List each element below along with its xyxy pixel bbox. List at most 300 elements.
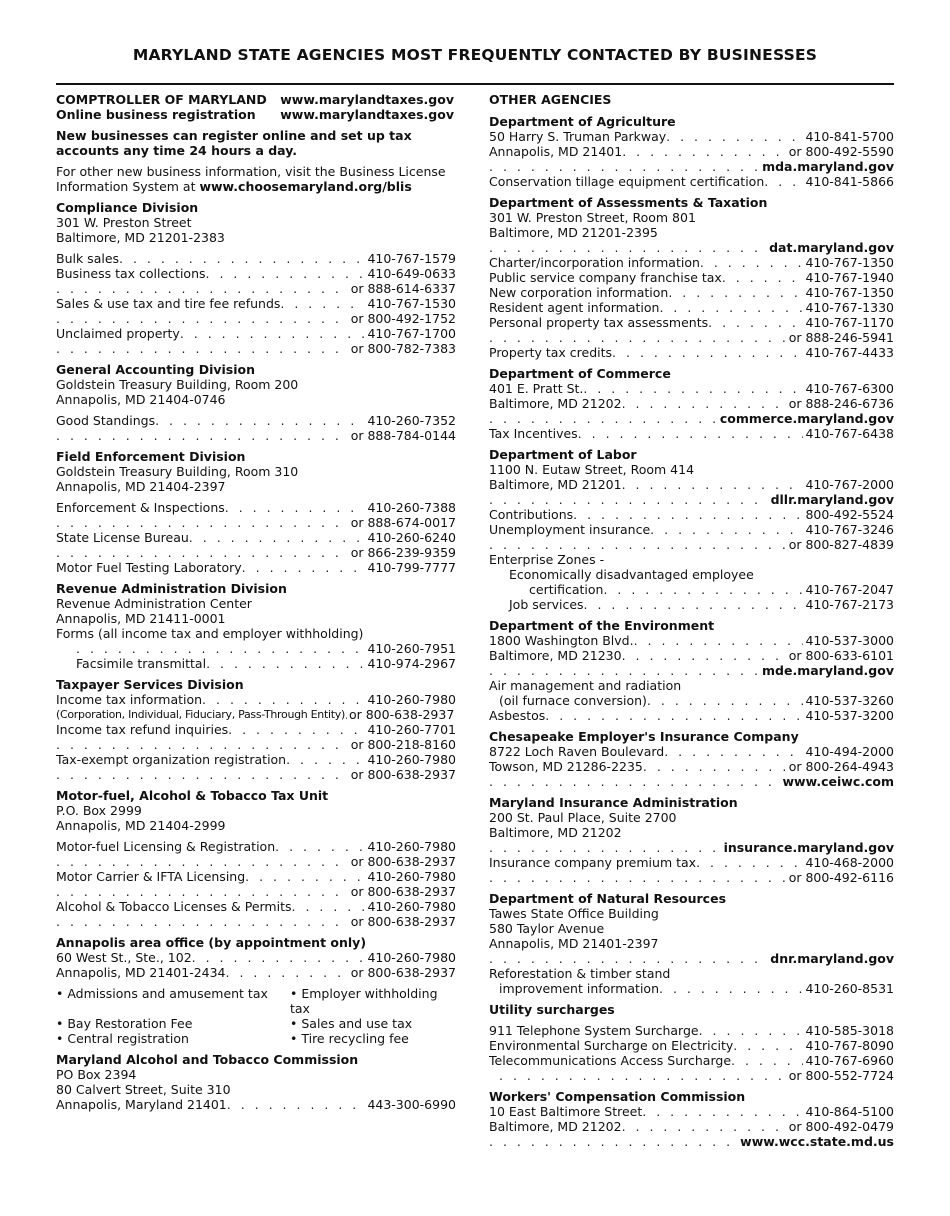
contact-list (489, 129, 894, 159)
dot-leader (489, 537, 787, 552)
contact-row (489, 537, 894, 552)
phone-number: or 800-492-5590 (788, 144, 894, 159)
dot-leader (56, 767, 349, 782)
contact-row (489, 381, 894, 396)
contact-row (489, 345, 894, 360)
dot-leader (612, 345, 803, 360)
section-title: Department of Agriculture (489, 114, 676, 129)
contact-label: Baltimore, MD 21202 (489, 1119, 622, 1134)
contact-label: 8722 Loch Raven Boulevard (489, 744, 665, 759)
phone-number: 410-767-1350 (805, 255, 894, 270)
contact-row (56, 428, 456, 443)
contact-row (56, 296, 456, 311)
contact-label: Unclaimed property (56, 326, 180, 341)
contact-list (489, 507, 894, 552)
online-registration-label: Online business registration (56, 107, 256, 122)
contact-label: Good Standings (56, 413, 156, 428)
general-accounting-division (56, 362, 456, 443)
dot-leader (206, 266, 366, 281)
address-line: PO Box 2394 (56, 1067, 137, 1082)
contact-label: Motor Carrier & IFTA Licensing (56, 869, 246, 884)
contact-row: (oil furnace conversion) . . . 410-537-3260 (489, 693, 894, 708)
phone-number: or 800-638-2937 (350, 854, 456, 869)
section-title: Utility surcharges (489, 1002, 615, 1017)
website-row[interactable]: . . . dat.maryland.gov (489, 240, 894, 255)
dot-leader (192, 950, 366, 965)
dot-leader (228, 722, 365, 737)
contact-row (56, 266, 456, 281)
contact-row (56, 950, 456, 965)
phone-number: or 800-492-1752 (350, 311, 456, 326)
phone-number: 410-260-7352 (367, 413, 456, 428)
contact-row (56, 854, 456, 869)
workers-compensation-commission (489, 1089, 894, 1149)
bullet-item: • Bay Restoration Fee (56, 1016, 193, 1031)
contact-label: Alcohol & Tobacco Licenses & Permits (56, 899, 292, 914)
contact-row: Asbestos . . . 410-537-3200 (489, 708, 894, 723)
contact-row (56, 899, 456, 914)
dot-leader (76, 641, 365, 656)
address-line: Forms (all income tax and employer withholding) (56, 626, 364, 641)
dot-leader (56, 737, 349, 752)
alcohol-tobacco-commission (56, 1052, 456, 1112)
contact-label: Towson, MD 21286-2235 (489, 759, 643, 774)
dot-leader (56, 515, 349, 530)
contact-row (56, 515, 456, 530)
comptroller-web[interactable]: www.marylandtaxes.gov (280, 92, 454, 107)
dot-leader (696, 855, 803, 870)
utility-surcharges (489, 1002, 894, 1083)
comptroller-section (56, 92, 456, 194)
contact-list (56, 950, 456, 980)
contact-label: Annapolis, MD 21401-2434 (56, 965, 226, 980)
contact-row (489, 744, 894, 759)
contact-row (56, 530, 456, 545)
contact-row: certification . . . 410-767-2047 (489, 582, 894, 597)
phone-number: 410-260-7980 (367, 899, 456, 914)
phone-number: or 800-638-2937 (350, 767, 456, 782)
address-line: Annapolis, MD 21404-2397 (56, 479, 226, 494)
contact-label: 60 West St., Ste., 102 (56, 950, 192, 965)
contact-row (56, 839, 456, 854)
annapolis-area-office (56, 935, 456, 1046)
phone-number: 410-767-1530 (367, 296, 456, 311)
phone-number: 410-585-3018 (805, 1023, 894, 1038)
section-title: Annapolis area office (by appointment only) (56, 935, 367, 950)
dot-leader (666, 129, 803, 144)
contact-list (489, 174, 894, 189)
contact-label: Sales & use tax and tire fee refunds (56, 296, 281, 311)
phone-number: or 888-784-0144 (350, 428, 456, 443)
contact-row (489, 396, 894, 411)
dept-labor (489, 447, 894, 612)
intro-text: For other new business information, visit the Business License Information System at www.choosemaryland.org/blis (56, 164, 446, 194)
contact-row (489, 633, 894, 648)
dot-leader (56, 545, 349, 560)
dot-leader (225, 500, 366, 515)
phone-number: 410-841-5700 (805, 129, 894, 144)
dot-leader (226, 965, 349, 980)
dot-leader (155, 413, 365, 428)
page-title: MARYLAND STATE AGENCIES MOST FREQUENTLY CONTACTED BY BUSINESSES (132, 46, 818, 64)
contact-row (56, 500, 456, 515)
contact-list (489, 855, 894, 885)
phone-number: or 800-492-0479 (788, 1119, 894, 1134)
contact-label: Enforcement & Inspections (56, 500, 225, 515)
bullet-item: • Sales and use tax (290, 1016, 413, 1031)
contact-label: Charter/incorporation information (489, 255, 700, 270)
contact-row (56, 251, 456, 266)
dot-leader (286, 752, 365, 767)
contact-label: Tax Incentives (489, 426, 578, 441)
contact-label: Public service company franchise tax (489, 270, 722, 285)
contact-label: 50 Harry S. Truman Parkway (489, 129, 667, 144)
dot-leader (622, 1119, 787, 1134)
contact-label: Annapolis, MD 21401 (489, 144, 623, 159)
section-title: Chesapeake Employer's Insurance Company (489, 729, 799, 744)
phone-number: or 888-614-6337 (350, 281, 456, 296)
contact-row (489, 870, 894, 885)
phone-number: or 800-827-4839 (788, 537, 894, 552)
contact-row (76, 641, 456, 656)
contact-row (489, 477, 894, 492)
phone-number: 410-767-6300 (805, 381, 894, 396)
dot-leader (583, 381, 803, 396)
section-title: Department of Labor (489, 447, 637, 462)
contact-label: New corporation information (489, 285, 669, 300)
contact-label: Environmental Surcharge on Electricity (489, 1038, 734, 1053)
contact-row (489, 522, 894, 537)
contact-row (489, 855, 894, 870)
section-title: Maryland Alcohol and Tobacco Commission (56, 1052, 359, 1067)
contact-row (489, 285, 894, 300)
phone-number: or 800-264-4943 (788, 759, 894, 774)
contact-row (489, 174, 894, 189)
phone-number: or 800-638-2937 (350, 884, 456, 899)
contact-list (489, 1023, 894, 1068)
address-line: Baltimore, MD 21202 (489, 825, 622, 840)
contact-row: . . . or 800-552-7724 (489, 1068, 894, 1083)
dot-leader (699, 1023, 804, 1038)
dot-leader (489, 330, 787, 345)
contact-label: Property tax credits (489, 345, 613, 360)
address-line: 200 St. Paul Place, Suite 2700 (489, 810, 677, 825)
phone-number: 410-767-1330 (805, 300, 894, 315)
phone-number: or 800-638-2937 (350, 914, 456, 929)
address-line: Tawes State Office Building (489, 906, 659, 921)
left-column (56, 92, 456, 1118)
section-title: Department of the Environment (489, 618, 715, 633)
contact-row (56, 737, 456, 752)
contact-label: Unemployment insurance (489, 522, 651, 537)
section-title: Department of Assessments & Taxation (489, 195, 768, 210)
contact-row (489, 270, 894, 285)
contact-list (56, 641, 456, 671)
dot-leader (56, 311, 349, 326)
contact-label: 401 E. Pratt St. (489, 381, 584, 396)
section-title: Field Enforcement Division (56, 449, 246, 464)
contact-list (56, 251, 456, 356)
phone-number: or 800-633-6101 (788, 648, 894, 663)
contact-label: Bulk sales (56, 251, 120, 266)
comptroller-name: COMPTROLLER OF MARYLAND (56, 92, 267, 107)
contact-row (489, 300, 894, 315)
contact-label: Business tax collections (56, 266, 206, 281)
phone-number: or 888-246-5941 (788, 330, 894, 345)
address-line: Goldstein Treasury Building, Room 310 (56, 464, 299, 479)
section-title: Compliance Division (56, 200, 199, 215)
contact-label: Insurance company premium tax (489, 855, 697, 870)
website-row[interactable]: . . . commerce.maryland.gov (489, 411, 894, 426)
phone-number: or 800-218-8160 (350, 737, 456, 752)
dot-leader (634, 633, 804, 648)
dot-leader (700, 255, 804, 270)
phone-number: 410-260-7951 (367, 641, 456, 656)
dot-leader (668, 285, 803, 300)
contact-row: Income tax information . . . 410-260-7980 (56, 692, 456, 707)
phone-number: 410-841-5866 (805, 174, 894, 189)
contact-row (76, 656, 456, 671)
dot-leader (664, 744, 803, 759)
contact-list (489, 477, 894, 492)
online-registration-web[interactable]: www.marylandtaxes.gov (280, 107, 454, 122)
contact-row (56, 560, 456, 575)
contact-row (56, 914, 456, 929)
address-line: Revenue Administration Center (56, 596, 252, 611)
contact-label: Motor Fuel Testing Laboratory (56, 560, 242, 575)
section-title: Workers' Compensation Commission (489, 1089, 746, 1104)
website-row[interactable]: . . . dllr.maryland.gov (489, 492, 894, 507)
phone-number: 410-649-0633 (367, 266, 456, 281)
website-row[interactable]: . . . dnr.maryland.gov (489, 951, 894, 966)
dot-leader (180, 326, 366, 341)
contact-row (489, 1038, 894, 1053)
dot-leader (280, 296, 365, 311)
dot-leader (56, 884, 349, 899)
contact-row (489, 1053, 894, 1068)
dot-leader (642, 1104, 803, 1119)
right-column (489, 92, 894, 1155)
other-agencies-heading: OTHER AGENCIES (489, 92, 612, 107)
dot-leader (622, 396, 787, 411)
blis-link[interactable]: www.choosemaryland.org/blis (199, 179, 412, 194)
dot-leader (622, 648, 787, 663)
title-divider (56, 83, 894, 85)
phone-number: 410-260-6240 (367, 530, 456, 545)
phone-number: or 800-492-6116 (788, 870, 894, 885)
contact-row (56, 281, 456, 296)
contact-row (489, 144, 894, 159)
dot-leader (733, 1038, 803, 1053)
dept-agriculture (489, 114, 894, 189)
contact-row (489, 507, 894, 522)
motor-fuel-unit (56, 788, 456, 929)
website-row[interactable]: . . . insurance.maryland.gov (489, 840, 894, 855)
phone-number: 410-799-7777 (367, 560, 456, 575)
dot-leader (659, 300, 803, 315)
contact-row (489, 1023, 894, 1038)
dept-natural-resources (489, 891, 894, 996)
enterprise-zones-label: Enterprise Zones - (489, 552, 605, 567)
contact-label: 911 Telephone System Surcharge (489, 1023, 699, 1038)
contact-row (489, 330, 894, 345)
phone-number: 410-260-7980 (367, 950, 456, 965)
phone-number: 410-767-3246 (805, 522, 894, 537)
phone-number: 410-767-2000 (805, 477, 894, 492)
dot-leader (764, 174, 803, 189)
contact-label: Baltimore, MD 21202 (489, 396, 622, 411)
chesapeake-insurance (489, 729, 894, 789)
contact-row (56, 965, 456, 980)
address-line: P.O. Box 2999 (56, 803, 142, 818)
contact-row (56, 413, 456, 428)
section-title: Department of Commerce (489, 366, 671, 381)
compliance-division (56, 200, 456, 356)
contact-row: Annapolis, Maryland 21401 . . . 443-300-6990 (56, 1097, 456, 1112)
phone-number: or 866-239-9359 (350, 545, 456, 560)
website-row[interactable]: . . . mda.maryland.gov (489, 159, 894, 174)
website-row[interactable]: . . . www.wcc.state.md.us (489, 1134, 894, 1149)
taxpayer-services-division (56, 677, 456, 782)
maryland-insurance-administration (489, 795, 894, 885)
contact-list (56, 413, 456, 443)
revenue-administration-division (56, 581, 456, 671)
contact-row: improvement information . . . 410-260-8531 (489, 981, 894, 996)
contact-row (489, 759, 894, 774)
contact-row: Job services . . . 410-767-2173 (489, 597, 894, 612)
contact-row: (Corporation, Individual, Fiduciary, Pass-Through Entity) . . . or 800-638-2937 (56, 707, 456, 722)
dept-assessments-taxation (489, 195, 894, 360)
contact-row (56, 545, 456, 560)
dot-leader (292, 899, 366, 914)
intro-bold: New businesses can register online and set up tax accounts any time 24 hours a day. (56, 128, 412, 158)
contact-row (56, 311, 456, 326)
address-line: Annapolis, MD 21411-0001 (56, 611, 226, 626)
contact-row (56, 884, 456, 899)
dot-leader (622, 477, 804, 492)
phone-number: or 888-246-6736 (788, 396, 894, 411)
section-title: Department of Natural Resources (489, 891, 727, 906)
phone-number: 410-974-2967 (367, 656, 456, 671)
contact-row (56, 341, 456, 356)
contact-label: Telecommunications Access Surcharge (489, 1053, 732, 1068)
enterprise-zones-sub: Economically disadvantaged employee (509, 567, 754, 582)
dept-environment (489, 618, 894, 723)
contact-list (489, 633, 894, 663)
section-title: Revenue Administration Division (56, 581, 287, 596)
dot-leader (573, 507, 803, 522)
reforestation-label: Reforestation & timber stand (489, 966, 671, 981)
address-line: 1100 N. Eutaw Street, Room 414 (489, 462, 695, 477)
phone-number: 410-767-1579 (367, 251, 456, 266)
dot-leader (206, 656, 365, 671)
dot-leader (650, 522, 803, 537)
section-title: General Accounting Division (56, 362, 255, 377)
contact-row (56, 722, 456, 737)
address-line: 301 W. Preston Street, Room 801 (489, 210, 696, 225)
phone-number: 410-260-7980 (367, 839, 456, 854)
service-bullets (56, 986, 456, 1046)
contact-label: 10 East Baltimore Street (489, 1104, 643, 1119)
contact-row (489, 1119, 894, 1134)
phone-number: 410-767-1940 (805, 270, 894, 285)
bullet-item: • Central registration (56, 1031, 189, 1046)
phone-number: or 800-782-7383 (350, 341, 456, 356)
phone-number: 410-537-3000 (805, 633, 894, 648)
dot-leader (189, 530, 366, 545)
contact-label: Personal property tax assessments (489, 315, 709, 330)
phone-number: or 800-638-2937 (350, 965, 456, 980)
address-line: Annapolis, MD 21404-2999 (56, 818, 226, 833)
contact-list (489, 744, 894, 774)
phone-number: 410-260-7980 (367, 752, 456, 767)
contact-row (489, 426, 894, 441)
contact-label: State License Bureau (56, 530, 189, 545)
phone-number: 800-492-5524 (805, 507, 894, 522)
contact-label: Facsimile transmittal (76, 656, 207, 671)
contact-label: Resident agent information (489, 300, 660, 315)
contact-list (489, 381, 894, 411)
dot-leader (56, 914, 349, 929)
dot-leader (275, 839, 365, 854)
contact-row (56, 869, 456, 884)
dot-leader (56, 341, 349, 356)
address-line: Baltimore, MD 21201-2383 (56, 230, 225, 245)
contact-label: Income tax refund inquiries (56, 722, 229, 737)
phone-number: 410-767-1350 (805, 285, 894, 300)
contact-label: Conservation tillage equipment certification (489, 174, 765, 189)
website-row[interactable]: . . . mde.maryland.gov (489, 663, 894, 678)
phone-number: 410-767-6438 (805, 426, 894, 441)
dot-leader (56, 428, 349, 443)
contact-list (56, 500, 456, 575)
dot-leader (578, 426, 804, 441)
contact-row (489, 1104, 894, 1119)
phone-number: 410-767-1170 (805, 315, 894, 330)
address-line: 301 W. Preston Street (56, 215, 192, 230)
dot-leader (731, 1053, 803, 1068)
website-row[interactable]: . . . www.ceiwc.com (489, 774, 894, 789)
dot-leader (56, 281, 349, 296)
contact-row (489, 648, 894, 663)
dot-leader (56, 854, 349, 869)
contact-row (489, 255, 894, 270)
dot-leader (622, 144, 786, 159)
phone-number: 410-767-1700 (367, 326, 456, 341)
dot-leader (245, 869, 365, 884)
phone-number: 410-260-7388 (367, 500, 456, 515)
contact-label: Baltimore, MD 21230 (489, 648, 622, 663)
field-enforcement-division (56, 449, 456, 575)
contact-row (489, 129, 894, 144)
phone-number: 410-767-4433 (805, 345, 894, 360)
contact-list (489, 426, 894, 441)
contact-label: Tax-exempt organization registration (56, 752, 287, 767)
contact-label: Motor-fuel Licensing & Registration (56, 839, 276, 854)
section-title: Taxpayer Services Division (56, 677, 244, 692)
address-line: Annapolis, MD 21404-0746 (56, 392, 226, 407)
phone-number: 410-260-7980 (367, 869, 456, 884)
bullet-item: • Admissions and amusement tax (56, 986, 268, 1001)
dot-leader (722, 270, 804, 285)
phone-number: or 888-674-0017 (350, 515, 456, 530)
dot-leader (119, 251, 365, 266)
section-title: Maryland Insurance Administration (489, 795, 738, 810)
contact-list (56, 722, 456, 782)
contact-list (56, 839, 456, 929)
phone-number: 410-767-8090 (805, 1038, 894, 1053)
section-title: Motor-fuel, Alcohol & Tobacco Tax Unit (56, 788, 329, 803)
